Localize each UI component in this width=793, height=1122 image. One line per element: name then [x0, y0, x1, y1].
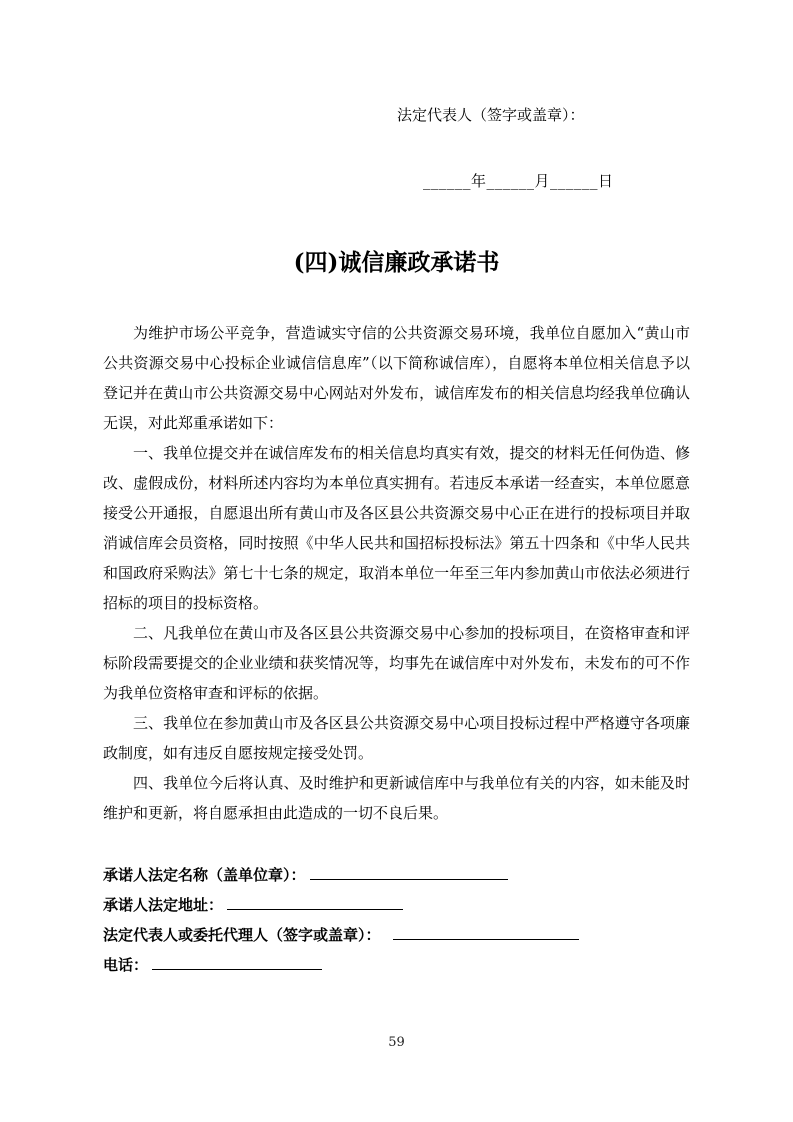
signature-form-block — [103, 860, 690, 980]
paragraph-item-1: 一、我单位提交并在诚信库发布的相关信息均真实有效，提交的材料无任何伪造、修改、虚假成份，材料所述内容均为本单位真实拥有。若违反本承诺一经查实，本单位愿意接受公开通报，自愿退出所有黄山市及各区县公共资源交易中心正在进行的投标项目并取消诚信库会员资格，同时按照《中华人民共和国招标投标法》第五十四条和《中华人民共和国政府采购法》第七十七条的规定，取消本单位一年至三年内参加黄山市依法必须进行招标的项目的投标资格。 — [103, 444, 690, 612]
form-row-promisor-name — [103, 860, 690, 890]
promisor-address-blank-line — [227, 894, 403, 910]
form-row-promisor-address — [103, 890, 690, 920]
document-title: (四)诚信廉政承诺书 — [293, 249, 500, 276]
paragraph-item-3: 三、我单位在参加黄山市及各区县公共资源交易中心项目投标过程中严格遵守各项廉政制度，如有违反自愿按规定接受处罚。 — [103, 714, 690, 762]
representative-signature-blank-line — [393, 924, 579, 940]
phone-blank-line — [152, 954, 322, 970]
legal-representative-signature-label: 法定代表人（签字或盖章）： — [397, 106, 585, 124]
page-number: 59 — [388, 1035, 405, 1050]
paragraph-item-2: 二、凡我单位在黄山市及各区县公共资源交易中心参加的投标项目，在资格审查和评标阶段需要提交的企业业绩和获奖情况等，均事先在诚信库中对外发布，未发布的可不作为我单位资格审查和评标的依据。 — [103, 624, 690, 702]
form-row-phone — [103, 950, 690, 980]
body-text-block — [103, 318, 690, 828]
date-blank-line: ______年______月______日 — [423, 172, 614, 190]
promisor-address-label: 承诺人法定地址： — [103, 896, 224, 914]
phone-label: 电话： — [103, 956, 149, 974]
paragraph-item-4: 四、我单位今后将认真、及时维护和更新诚信库中与我单位有关的内容，如未能及时维护和更新，将自愿承担由此造成的一切不良后果。 — [103, 774, 690, 822]
promisor-name-label: 承诺人法定名称（盖单位章）： — [103, 866, 306, 884]
paragraph-intro: 为维护市场公平竞争，营造诚实守信的公共资源交易环境，我单位自愿加入“黄山市公共资源交易中心投标企业诚信信息库”（以下简称诚信库），自愿将本单位相关信息予以登记并在黄山市公共资源交易中心网站对外发布，诚信库发布的相关信息均经我单位确认无误，对此郑重承诺如下： — [103, 324, 690, 432]
representative-signature-label: 法定代表人或委托代理人（签字或盖章）： — [103, 926, 381, 944]
form-row-representative-signature — [103, 920, 690, 950]
promisor-name-blank-line — [310, 864, 508, 880]
